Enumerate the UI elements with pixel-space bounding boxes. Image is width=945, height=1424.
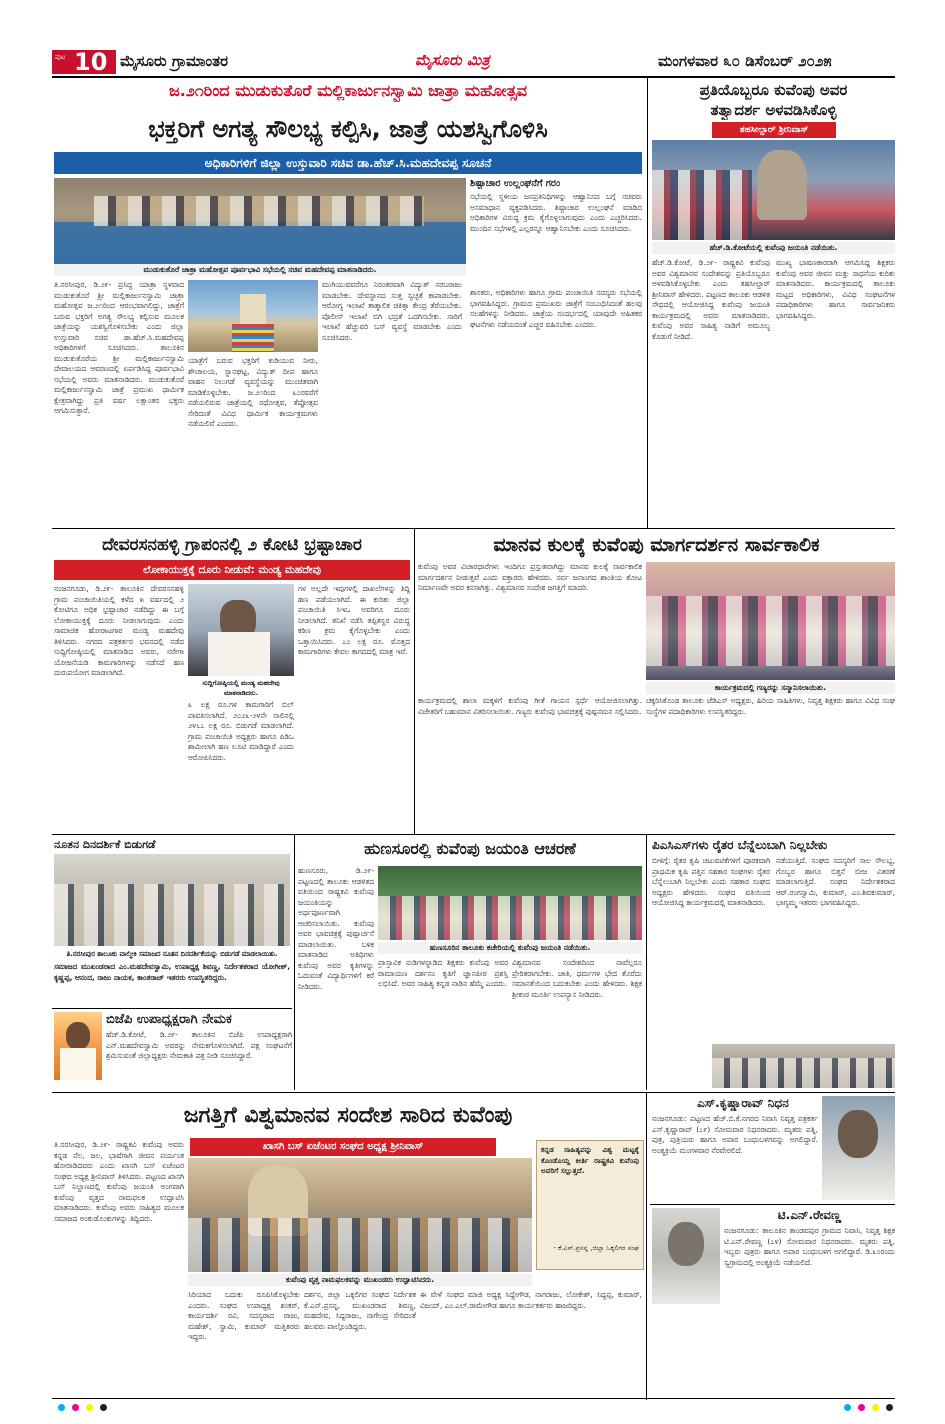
cyan-dot [58, 1404, 65, 1411]
column-divider [414, 528, 415, 834]
issue-date: ಮಂಗಳವಾರ ೩೦ ಡಿಸೆಂಬರ್ ೨೦೨೫ [658, 52, 832, 70]
story-text: ನಂಜನಗೂಡು: ಪಟ್ಟಣದ ಹೆಚ್.ಬಿ.ಕೆ.ನಗರದ ನಿವಾಸಿ ನಿವೃತ್ತ ಪತ್ರಕರ್ತ ಎಸ್.ಕೃಷ್ಣಾರಾವ್ (೭೯) ಸೋಮವಾರ ನಿಧನರಾದರು. ಮೃತರು ಪತ್ನಿ, ಪುತ್ರ, ಪುತ್ರಿಯರು ಹಾಗೂ ಅಪಾರ ಬಂಧುಬಳಗವನ್ನು ಅಗಲಿದ್ದಾರೆ. ಅಂತ್ಯಕ್ರಿಯೆ ಮಂಗಳವಾರ ನೆರವೇರಲಿದೆ. [652, 1114, 818, 1155]
photo-caption: ತಿ.ನರಸೀಪುರ ತಾಲೂಕು ವಾಲ್ಮೀಕಿ ಸಮಾಜದ ನೂತನ ದಿನದರ್ಶಿಕೆಯನ್ನು ಬಿಡುಗಡೆ ಮಾಡಲಾಯಿತು. [66, 950, 278, 958]
masthead: ಮೈಸೂರು ಮಿತ್ರ [415, 51, 490, 69]
black-dot [886, 1404, 893, 1411]
photo-caption: ಹೆಚ್.ಡಿ.ಕೋಟೆಯಲ್ಲಿ ಕುವೆಂಪು ಜಯಂತಿ ನಡೆಯಿತು. [652, 242, 895, 254]
story-col-2: ೩ ಲಕ್ಷ ರೂ.ಗಳ ಕಾಮಗಾರಿಗೆ ಬಿಲ್ ಪಾವತಿಸಲಾಗಿದೆ. ೨೦೨೩-೨೪ನೇ ಸಾಲಿನಲ್ಲಿ ೨೪೬೭ ಲಕ್ಷ ರೂ. ಬಿಡುಗಡೆ ಮಾಡಲಾಗಿದೆ. ಗ್ರಾಮ ಪಂಚಾಯಿತಿ ಅಧ್ಯಕ್ಷರು ಹಾಗೂ ಪಿಡಿಒ ಶಾಮೀಲಾಗಿ ಹಣ ಲೂಟಿ ಮಾಡಿದ್ದಾರೆ ಎಂದು ಆರೋಪಿಸಿದರು. [188, 700, 294, 762]
story-headline: ಜಗತ್ತಿಗೆ ವಿಶ್ವಮಾನವ ಸಂದೇಶ ಸಾರಿದ ಕುವೆಂಪು [183, 1103, 513, 1128]
quote-attribution: - ಕೆ.ಎನ್.ಪ್ರಸನ್ನ ,ಜಿಲ್ಲಾ ಒಕ್ಕಲಿಗರ ಸಂಘ [553, 1244, 639, 1252]
cyan-dot [844, 1404, 851, 1411]
hunsur-photo [378, 866, 642, 940]
calendar-photo [54, 854, 290, 946]
story-headline: ಪಿಎಸಿಎಸ್‌ಗಳು ರೈತರ ಬೆನ್ನೆಲುಬಾಗಿ ನಿಲ್ಲಬೇಕು [652, 838, 828, 852]
story-col-4: ಶಾಸಕರು, ಅಧಿಕಾರಿಗಳು ಹಾಗೂ ಗ್ರಾಮ ಪಂಚಾಯಿತಿ ಸದಸ್ಯರು ಸಭೆಯಲ್ಲಿ ಭಾಗವಹಿಸಿದ್ದರು. ಗ್ರಾಮದ ಪ್ರಮುಖರು ಜಾತ್ರೆಗೆ ಸಂಬಂಧಿಸಿದಂತೆ ಹಲವು ಸಲಹೆಗಳನ್ನು ನೀಡಿದರು. ಜಾತ್ರೆಯ ಸಂದರ್ಭದಲ್ಲಿ ಯಾವುದೇ ಅಹಿತಕರ ಘಟನೆಗಳು ನಡೆಯದಂತೆ ಎಚ್ಚರ ವಹಿಸಬೇಕು ಎಂದರು. [470, 288, 642, 329]
section-rule [52, 1008, 292, 1009]
story-col-1: ಹೆಚ್.ಡಿ.ಕೋಟೆ, ಡಿ.೨೯- ರಾಷ್ಟ್ರಕವಿ ಕುವೆಂಪು ಅವರ ವಿಶ್ವಮಾನವ ಸಂದೇಶವನ್ನು ಪ್ರತಿಯೊಬ್ಬರೂ ಅಳವಡಿಸಿಕೊಳ್ಳಬೇಕು ಎಂದು ತಹಸೀಲ್ದಾರ್ ಶ್ರೀನಿವಾಸ್ ಹೇಳಿದರು. ಪಟ್ಟಣದ ತಾಲೂಕು ಆಡಳಿತ ಸೌಧದಲ್ಲಿ ಆಯೋಜಿಸಿದ್ದ ಕುವೆಂಪು ಜಯಂತಿ ಕಾರ್ಯಕ್ರಮದಲ್ಲಿ ಅವರು ಮಾತನಾಡಿದರು. ಕುವೆಂಪು ಅವರ ಸಾಹಿತ್ಯ ನಾಡಿಗೆ ಅಮೂಲ್ಯ ಕೊಡುಗೆ ನೀಡಿದೆ. [652, 258, 770, 341]
pull-quote: ಕನ್ನಡ ಸಾಹಿತ್ಯವನ್ನು ವಿಶ್ವ ಮಟ್ಟಕ್ಕೆ ಕೊಂಡೊಯ್ದ ಕೀರ್ತಿ ರಾಷ್ಟ್ರಕವಿ ಕುವೆಂಪು ಅವರಿಗೆ ಸಲ್ಲುತ್ತದೆ. [541, 1145, 639, 1175]
column-divider [646, 1092, 647, 1400]
story-col-3: ಮುಗಿಯುವವರೆಗೂ ನಿರಂತರವಾಗಿ ವಿದ್ಯುತ್ ಸರಬರಾಜು ಮಾಡಬೇಕು. ದೇವಸ್ಥಾನದ ಸುತ್ತ ಸ್ವಚ್ಛತೆ ಕಾಪಾಡಬೇಕು. ಆರೋಗ್ಯ ಇಲಾಖೆ ತಾತ್ಕಾಲಿಕ ಚಿಕಿತ್ಸಾ ಕೇಂದ್ರ ತೆರೆಯಬೇಕು. ಪೊಲೀಸ್ ಇಲಾಖೆ ಬಿಗಿ ಭದ್ರತೆ ಒದಗಿಸಬೇಕು. ಸಾರಿಗೆ ಇಲಾಖೆ ಹೆಚ್ಚುವರಿ ಬಸ್ ವ್ಯವಸ್ಥೆ ಮಾಡಬೇಕು ಎಂದು ಸೂಚಿಸಿದರು. [322, 280, 462, 342]
felicitation-photo [646, 562, 895, 680]
story-headline-line1: ಪ್ರತಿಯೊಬ್ಬರೂ ಕುವೆಂಪು ಅವರ [699, 81, 848, 99]
column-divider [646, 834, 647, 1090]
story-col-2: ಪ್ರಾಸ್ತಾವಿಕ ನುಡಿಗಳನ್ನಾಡಿದ ಶಿಕ್ಷಕರು ಕುವೆಂಪು ಅವರ ರಾಮಾಯಣ ದರ್ಶನಂ ಕೃತಿಗೆ ಜ್ಞಾನಪೀಠ ಪ್ರಶಸ್ತಿ ಲಭಿಸಿದೆ. ಅವರ ಸಾಹಿತ್ಯ ಕನ್ನಡ ನಾಡಿನ ಹೆಮ್ಮೆ ಎಂದರು. [378, 958, 508, 988]
story-headline-line2: ತತ್ವಾದರ್ಶ ಅಳವಡಿಸಿಕೊಳ್ಳಿ [710, 101, 837, 119]
subhead-protocol: ಶಿಷ್ಟಾಚಾರ ಉಲ್ಲಂಘನೆಗೆ ಗರಂ [470, 178, 561, 189]
story-headline: ಎಸ್.ಕೃಷ್ಣಾರಾವ್ ನಿಧನ [697, 1096, 789, 1110]
magenta-dot [72, 1404, 79, 1411]
story-col-4: ಈ ವೇಳೆ ಸಂಘದ ಮಾಜಿ ಅಧ್ಯಕ್ಷ ಸಿದ್ದೇಗೌಡ, ನಾಗರಾಜು, ಲೋಕೇಶ್, ಸಿದ್ದಪ್ಪ, ಕುಮಾರ್, ವಿಜಯ್, ಎಂ.ಎಲ್.ರಾಮೇಗೌಡ ಹಾಗೂ ಕಾರ್ಯಕರ್ತರು ಹಾಜರಿದ್ದರು. [420, 1290, 642, 1310]
story-col-3: ದರ್ಶನ, ಜಿಲ್ಲಾ ಒಕ್ಕಲಿಗರ ಸಂಘದ ನಿರ್ದೇಶಕ ಕೆ.ಎನ್.ಪ್ರಸನ್ನ, ಮುಖಂಡರಾದ ಶಿವಣ್ಣ, ಮಹದೇವ, ಸಿದ್ದರಾಜು, ನಾಗೇಂದ್ರ ಸೇರಿದಂತೆ ಹಲವರು ಪಾಲ್ಗೊಂಡಿದ್ದರು. [304, 1290, 416, 1331]
story-col-1: ಬೀಳಿಗ್ಗೆ: ರೈತರ ಕೃಷಿ ಚಟುವಟಿಕೆಗಳಿಗೆ ಪೂರಕವಾಗಿ ಪ್ರಾಥಮಿಕ ಕೃಷಿ ಪತ್ತಿನ ಸಹಕಾರ ಸಂಘಗಳು ರೈತರ ಬೆನ್ನೆಲುಬಾಗಿ ನಿಲ್ಲಬೇಕು ಎಂದು ಸಹಕಾರ ಸಂಘದ ಅಧ್ಯಕ್ಷರು ಹೇಳಿದರು. ಸಂಘದ ವತಿಯಿಂದ ಆಯೋಜಿಸಿದ್ದ ಕಾರ್ಯಕ್ರಮದಲ್ಲಿ ಮಾತನಾಡಿದರು. [652, 856, 770, 907]
yellow-dot [872, 1404, 879, 1411]
avatar [822, 1096, 895, 1200]
story-headline: ಭಕ್ತರಿಗೆ ಅಗತ್ಯ ಸೌಲಭ್ಯ ಕಲ್ಪಿಸಿ, ಜಾತ್ರೆ ಯಶಸ್ವಿಗೊಳಿಸಿ [148, 115, 548, 143]
header-rule [52, 76, 895, 78]
story-col-1: ನಂಜನಗೂಡು, ಡಿ.೨೯- ತಾಲೂಕಿನ ದೇವರಸನಹಳ್ಳಿ ಗ್ರಾಮ ಪಂಚಾಯಿತಿಯಲ್ಲಿ ಕಳೆದ ೫ ವರ್ಷದಲ್ಲಿ ೨ ಕೋಟಿಗೂ ಅಧಿಕ ಭ್ರಷ್ಟಾಚಾರ ನಡೆದಿದ್ದು ಈ ಬಗ್ಗೆ ಲೋಕಾಯುಕ್ತಕ್ಕೆ ದೂರು ನೀಡಲಾಗುವುದು ಎಂದು ಸಾಮಾಜಿಕ ಹೋರಾಟಗಾರ ಮಂಡ್ಯ ಮಹದೇವು ತಿಳಿಸಿದರು. ನಗರದ ಪತ್ರಕರ್ತರ ಭವನದಲ್ಲಿ ನಡೆದ ಸುದ್ದಿಗೋಷ್ಠಿಯಲ್ಲಿ ಮಾತನಾಡಿದ ಅವರು, ನರೇಗಾ ಯೋಜನೆಯಡಿ ಕಾಮಗಾರಿಗಳನ್ನು ನಡೆಸದೆ ಹಣ ದುರುಪಯೋಗ ಮಾಡಲಾಗಿದೆ. [54, 584, 184, 677]
story-col-1: ಹುಣಸೂರು, ಡಿ.೨೯- ಪಟ್ಟಣದಲ್ಲಿ ತಾಲೂಕು ಆಡಳಿತದ ವತಿಯಿಂದ ರಾಷ್ಟ್ರಕವಿ ಕುವೆಂಪು ಜಯಂತಿಯನ್ನು ಅರ್ಥಪೂರ್ಣವಾಗಿ ಆಚರಿಸಲಾಯಿತು. ಕುವೆಂಪು ಅವರ ಭಾವಚಿತ್ರಕ್ಕೆ ಪುಷ್ಪಾರ್ಚನೆ ಮಾಡಲಾಯಿತು. ಬಳಿಕ ಮಾತನಾಡಿದ ಅತಿಥಿಗಳು ಕುವೆಂಪು ಅವರ ಕೃತಿಗಳನ್ನು ಓದುವಂತೆ ವಿದ್ಯಾರ್ಥಿಗಳಿಗೆ ಕರೆ ನೀಡಿದರು. [298, 866, 374, 991]
page-header [52, 48, 895, 74]
story-col-1: ಕುವೆಂಪು ಅವರ ವಿಚಾರಧಾರೆಗಳು ಇಂದಿಗೂ ಪ್ರಸ್ತುತವಾಗಿದ್ದು ಮಾನವ ಕುಲಕ್ಕೆ ಸಾರ್ವಕಾಲಿಕ ಮಾರ್ಗದರ್ಶನ ನೀಡುತ್ತವೆ ಎಂದು ವಕ್ತಾರರು ಹೇಳಿದರು. ಸರ್ವ ಜನಾಂಗದ ಶಾಂತಿಯ ತೋಟ ನಿರ್ಮಾಣವೇ ಅವರ ಕನಸಾಗಿತ್ತು. ವಿಶ್ವಮಾನವ ಸಂದೇಶ ಜಗತ್ತಿಗೆ ಮಾದರಿ. [418, 562, 642, 592]
story-headline: ಬಿಜೆಪಿ ಉಪಾಧ್ಯಕ್ಷರಾಗಿ ನೇಮಕ [106, 1012, 232, 1027]
story-col-1: ತಿ.ನರಸೀಪುರ, ಡಿ.೨೯- ಪ್ರಸಿದ್ಧ ಯಾತ್ರಾ ಸ್ಥಳವಾದ ಮುಡುಕುತೊರೆ ಶ್ರೀ ಮಲ್ಲಿಕಾರ್ಜುನಸ್ವಾಮಿ ಜಾತ್ರಾ ಮಹೋತ್ಸವ ಜ.೨೧ರಿಂದ ಆರಂಭವಾಗಲಿದ್ದು, ಜಾತ್ರೆಗೆ ಬರುವ ಭಕ್ತರಿಗೆ ಅಗತ್ಯ ಸೌಲಭ್ಯ ಕಲ್ಪಿಸುವ ಮೂಲಕ ಜಾತ್ರೆಯನ್ನು ಯಶಸ್ವಿಗೊಳಿಸಬೇಕು ಎಂದು ಜಿಲ್ಲಾ ಉಸ್ತುವಾರಿ ಸಚಿವ ಡಾ.ಹೆಚ್.ಸಿ.ಮಹದೇವಪ್ಪ ಅಧಿಕಾರಿಗಳಿಗೆ ಸೂಚಿಸಿದರು. ತಾಲೂಕಿನ ಮುಡುಕುತೊರೆಯ ಶ್ರೀ ಮಲ್ಲಿಕಾರ್ಜುನಸ್ವಾಮಿ ದೇವಾಲಯದ ಆವರಣದಲ್ಲಿ ಏರ್ಪಡಿಸಿದ್ದ ಪೂರ್ವಭಾವಿ ಸಭೆಯಲ್ಲಿ ಅವರು ಮಾತನಾಡಿದರು. ಮುಡುಕುತೊರೆ ಮಲ್ಲಿಕಾರ್ಜುನಸ್ವಾಮಿ ಜಾತ್ರೆ ಪ್ರಮುಖ ಧಾರ್ಮಿಕ ಕ್ಷೇತ್ರವಾಗಿದ್ದು ಪ್ರತಿ ವರ್ಷ ಲಕ್ಷಾಂತರ ಭಕ್ತರು ಆಗಮಿಸುತ್ತಾರೆ. [54, 280, 184, 415]
section-rule [52, 834, 895, 835]
column-divider [294, 834, 295, 1090]
temple-photo [188, 280, 318, 352]
story-text: ಹೆಚ್.ಡಿ.ಕೋಟೆ, ಡಿ.೨೯- ತಾಲೂಕಿನ ಬಿಜೆಪಿ ಉಪಾಧ್ಯಕ್ಷರಾಗಿ ಎನ್.ಮಹದೇವಸ್ವಾಮಿ ಅವರನ್ನು ನೇಮಕಗೊಳಿಸಲಾಗಿದೆ. ಪಕ್ಷ ಸಂಘಟನೆಗೆ ಶ್ರಮಿಸುವಂತೆ ಜಿಲ್ಲಾಧ್ಯಕ್ಷರು ನೇಮಕಾತಿ ಪತ್ರ ನೀಡಿ ಸೂಚಿಸಿದ್ದಾರೆ. [106, 1030, 292, 1060]
story-headline: ಟಿ.ಎನ್.ರೇವಣ್ಣ [777, 1208, 842, 1222]
bus-stand-photo [188, 1158, 532, 1272]
black-dot [100, 1404, 107, 1411]
kuvempu-portrait-photo [652, 140, 895, 240]
photo-caption: ಮುಡುಕುತೊರೆ ಜಾತ್ರಾ ಮಹೋತ್ಸವ ಪೂರ್ವಭಾವಿ ಸಭೆಯಲ್ಲಿ ಸಚಿವ ಮಹದೇವಪ್ಪ ಮಾತನಾಡಿದರು. [54, 264, 466, 276]
section-rule [52, 528, 895, 529]
section-rule [650, 1204, 895, 1205]
story-col-2: ಸಿರಿಯಾದ ಬದುಕು ರೂಪಿಸಿಕೊಳ್ಳಬೇಕು ಎಂದರು. ಸಂಘದ ಉಪಾಧ್ಯಕ್ಷ ಶಂಕರ್, ಕಾರ್ಯದರ್ಶಿ ರವಿ, ಸದಸ್ಯರಾದ ರಾಜು, ಮಹೇಶ್, ಸ್ವಾಮಿ, ಕುಮಾರ್ ಮತ್ತಿತರರು ಇದ್ದರು. [188, 1290, 300, 1341]
story-banner: ಖಾಸಗಿ ಬಸ್ ಏಜೆಂಟರ ಸಂಘದ ಅಧ್ಯಕ್ಷ ಶ್ರೀನಿವಾಸ್ [190, 1138, 496, 1156]
yellow-dot [86, 1404, 93, 1411]
story-banner: ಲೋಕಾಯುಕ್ತಕ್ಕೆ ದೂರು ನೀಡುವೆ: ಮಂಡ್ಯ ಮಹದೇವು [54, 560, 410, 580]
story-text: ನಂಜನಗೂಡು: ತಾಲೂಕಿನ ತಾಂಡವಪುರ ಗ್ರಾಮದ ನಿವಾಸಿ, ನಿವೃತ್ತ ಶಿಕ್ಷಕ ಟಿ.ಎನ್.ರೇವಣ್ಣ (೭೪) ಸೋಮವಾರ ನಿಧನರಾದರು. ಮೃತರು ಪತ್ನಿ, ಇಬ್ಬರು ಪುತ್ರರು ಹಾಗೂ ಅಪಾರ ಬಂಧುಬಳಗ ಅಗಲಿದ್ದಾರೆ. ಡಿ.೩೦ರಂದು ಸ್ವಗ್ರಾಮದಲ್ಲಿ ಅಂತ್ಯಕ್ರಿಯೆ ನಡೆಯಲಿದೆ. [724, 1226, 895, 1267]
page-label: ಪುಟ [55, 53, 66, 61]
story-col-3: ಚಕ್ಕರಿಸಿಕೊಂಡ ತಾಲೂಕು ಜೆಡಿಎಸ್ ಅಧ್ಯಕ್ಷರು, ಹಿರಿಯ ಸಾಹಿತಿಗಳು, ನಿವೃತ್ತ ಶಿಕ್ಷಕರು ಹಾಗೂ ವಿವಿಧ ಸಂಘ ಸಂಸ್ಥೆಗಳ ಪದಾಧಿಕಾರಿಗಳು ಉಪಸ್ಥಿತರಿದ್ದರು. [646, 696, 895, 716]
photo-caption: ಕಾರ್ಯಕ್ರಮದಲ್ಲಿ ಗಣ್ಯರನ್ನು ಸನ್ಮಾನಿಸಲಾಯಿತು. [646, 682, 895, 694]
press-meet-photo [188, 584, 294, 676]
story-headline: ದೇವರಸನಹಳ್ಳಿ ಗ್ರಾಪಂನಲ್ಲಿ ೨ ಕೋಟಿ ಭ್ರಷ್ಟಾಚಾರ [102, 535, 362, 555]
page-number: 10 [74, 48, 108, 76]
section-title: ಮೈಸೂರು ಗ್ರಾಮಾಂತರ [120, 52, 229, 70]
story-text: ಸಮಾಜದ ಮುಖಂಡರಾದ ಎಂ.ಮಹದೇವಸ್ವಾಮಿ, ಉಪಾಧ್ಯಕ್ಷ ಶಿವಣ್ಣ, ನಿರ್ದೇಶಕರಾದ ಯೋಗೀಶ್, ಕೃಷ್ಣಪ್ಪ, ಆನಂದ, ರಾಜು ನಾಯಕ, ಕಾಂತರಾಜ್ ಇತರರು ಉಪಸ್ಥಿತರಿದ್ದರು. [54, 962, 290, 982]
story-banner: ಅಧಿಕಾರಿಗಳಿಗೆ ಜಿಲ್ಲಾ ಉಸ್ತುವಾರಿ ಸಚಿವ ಡಾ.ಹೆಚ್.ಸಿ.ಮಹದೇವಪ್ಪ ಸೂಚನೆ [54, 152, 642, 174]
meeting-photo [54, 178, 466, 264]
story-col-2: ನಡೆಯುತ್ತಿದೆ. ಸಂಘದ ಸದಸ್ಯರಿಗೆ ಸಾಲ ಸೌಲಭ್ಯ, ಗೊಬ್ಬರ ಹಾಗೂ ಬಿತ್ತನೆ ಬೀಜ ವಿತರಣೆ ಮಾಡಲಾಗುತ್ತಿದೆ. ಸಂಘದ ನಿರ್ದೇಶಕರಾದ ಆರ್.ರಂಗಸ್ವಾಮಿ, ಕುಮಾರ್, ಎಂ.ಶಿವಕುಮಾರ್, ಭಾಗ್ಯಮ್ಮ ಇತರರು ಭಾಗವಹಿಸಿದ್ದರು. [776, 856, 895, 907]
story-headline: ಹುಣಸೂರಲ್ಲಿ ಕುವೆಂಪು ಜಯಂತಿ ಆಚರಣೆ [364, 839, 576, 858]
column-divider [647, 78, 648, 528]
story-kicker: ಜ.೨೧ರಿಂದ ಮುಡುಕುತೊರೆ ಮಲ್ಲಿಕಾರ್ಜುನಸ್ವಾಮಿ ಜಾತ್ರಾ ಮಹೋತ್ಸವ [169, 81, 527, 100]
avatar [652, 1208, 720, 1304]
story-col-2: ಯಾತ್ರೆಗೆ ಬರುವ ಭಕ್ತರಿಗೆ ಕುಡಿಯುವ ನೀರು, ಶೌಚಾಲಯ, ಸ್ನಾನಘಟ್ಟ, ವಿದ್ಯುತ್ ದೀಪ ಹಾಗೂ ವಾಹನ ನಿಲುಗಡೆ ವ್ಯವಸ್ಥೆಯನ್ನು ಮುಂಚಿತವಾಗಿ ಮಾಡಿಕೊಳ್ಳಬೇಕು. ಜ.೨೧ರಿಂದ ೩೦ರವರೆಗೆ ನಡೆಯಲಿರುವ ಜಾತ್ರೆಯಲ್ಲಿ ರಥೋತ್ಸವ, ತೆಪ್ಪೋತ್ಸವ ಸೇರಿದಂತೆ ವಿವಿಧ ಧಾರ್ಮಿಕ ಕಾರ್ಯಕ್ರಮಗಳು ನಡೆಯಲಿವೆ ಎಂದರು. [188, 356, 318, 428]
page-number-badge [52, 50, 116, 74]
magenta-dot [858, 1404, 865, 1411]
story-byline: ತಹಸೀಲ್ದಾರ್ ಶ್ರೀನಿವಾಸ್ [712, 122, 836, 138]
section-rule [52, 1092, 895, 1093]
story-col-2: ಕಾರ್ಯಕ್ರಮದಲ್ಲಿ ಶಾಲಾ ಮಕ್ಕಳಿಗೆ ಕುವೆಂಪು ಗೀತೆ ಗಾಯನ ಸ್ಪರ್ಧೆ ಆಯೋಜಿಸಲಾಗಿತ್ತು. ವಿಜೇತರಿಗೆ ಬಹುಮಾನ ವಿತರಿಸಲಾಯಿತು. ಗಣ್ಯರು ಕುವೆಂಪು ಭಾವಚಿತ್ರಕ್ಕೆ ಪುಷ್ಪನಮನ ಸಲ್ಲಿಸಿದರು. [418, 696, 642, 716]
story-col-2: ಮುಖ್ಯ ಭಾಷಣಕಾರರಾಗಿ ಆಗಮಿಸಿದ್ದ ಶಿಕ್ಷಕರು ಕುವೆಂಪು ಅವರ ಜೀವನ ಮತ್ತು ಸಾಧನೆಯ ಕುರಿತು ಮಾತನಾಡಿದರು. ಕಾರ್ಯಕ್ರಮದಲ್ಲಿ ತಾಲೂಕು ಮಟ್ಟದ ಅಧಿಕಾರಿಗಳು, ವಿವಿಧ ಸಂಘಟನೆಗಳ ಪದಾಧಿಕಾರಿಗಳು ಹಾಗೂ ಸಾರ್ವಜನಿಕರು ಭಾಗವಹಿಸಿದ್ದರು. [776, 258, 895, 320]
story-col-3: ಗಳ ಅಲ್ಲದೇ ಇವುಗಳಲ್ಲಿ ದಾಖಲೆಗಳನ್ನು ತಿದ್ದಿ ಹಣ ಪಡೆಯಲಾಗಿದೆ. ಈ ಕುರಿತು ಜಿಲ್ಲಾ ಪಂಚಾಯಿತಿ ಸಿಇಒ ಅವರಿಗೂ ದೂರು ನೀಡಲಾಗಿದೆ. ತನಿಖೆ ನಡೆಸಿ ತಪ್ಪಿತಸ್ಥರ ವಿರುದ್ಧ ಕಠಿಣ ಕ್ರಮ ಕೈಗೊಳ್ಳಬೇಕು ಎಂದು ಒತ್ತಾಯಿಸಿದರು. ೭೦ ಲಕ್ಷ ರೂ. ಮೊತ್ತದ ಕಾಮಗಾರಿಗಳು ಕೇವಲ ಕಾಗದದಲ್ಲಿ ಮಾತ್ರ ಇವೆ. [298, 584, 410, 656]
quote-box [536, 1140, 644, 1270]
photo-caption: ಹುಣಸೂರಿನ ತಾಲೂಕು ಕಚೇರಿಯಲ್ಲಿ ಕುವೆಂಪು ಜಯಂತಿ ನಡೆಯಿತು. [378, 942, 642, 954]
story-headline: ನೂತನ ದಿನದರ್ಶಿಕೆ ಬಿಡುಗಡೆ [54, 838, 156, 851]
footer-rule [52, 1398, 895, 1399]
story-col-1: ತಿ.ನರಸೀಪುರ, ಡಿ.೨೯- ರಾಷ್ಟ್ರಕವಿ ಕುವೆಂಪು ಅವರು ಕನ್ನಡ ನೆಲ, ಜಲ, ಭಾಷೆಗಾಗಿ ಜೀವನ ಪರ್ಯಂತ ಹೋರಾಡಿದವರು ಎಂದು ಖಾಸಗಿ ಬಸ್ ಏಜೆಂಟರ ಸಂಘದ ಅಧ್ಯಕ್ಷ ಶ್ರೀನಿವಾಸ್ ತಿಳಿಸಿದರು. ಪಟ್ಟಣದ ಖಾಸಗಿ ಬಸ್ ನಿಲ್ದಾಣದಲ್ಲಿ ಕುವೆಂಪು ಜಯಂತಿ ಅಂಗವಾಗಿ ಕುವೆಂಪು ವೃತ್ತದ ನಾಮಫಲಕ ಉದ್ಘಾಟಿಸಿ ಮಾತನಾಡಿದರು. ಕುವೆಂಪು ಅವರು ಸಾಹಿತ್ಯದ ಮೂಲಕ ಸಮಾಜದ ಅಂಕುಡೊಂಕುಗಳನ್ನು ತಿದ್ದಿದರು. [54, 1140, 184, 1223]
pacs-photo [712, 1044, 895, 1088]
story-headline: ಮಾನವ ಕುಲಕ್ಕೆ ಕುವೆಂಪು ಮಾರ್ಗದರ್ಶನ ಸಾರ್ವಕಾಲಿಕ [493, 534, 820, 556]
photo-caption: ಕುವೆಂಪು ವೃತ್ತ ನಾಮಫಲಕವನ್ನು ಮುಖಂಡರು ಉದ್ಘಾಟಿಸಿದರು. [188, 1274, 532, 1286]
story-col-3: ವಿಶ್ವಮಾನವ ಸಂದೇಶದಿಂದ ನಾವೆಲ್ಲರೂ ಪ್ರೇರಿತರಾಗಬೇಕು. ಜಾತಿ, ಧರ್ಮಗಳ ಭೇದ ತೊರೆದು ಸಮಾನತೆಯಿಂದ ಬದುಕಬೇಕು ಎಂದು ಹೇಳಿದರು. ಶಿಕ್ಷಕ ಶ್ರೀಕಂಠ ಮೂರ್ತಿ ಉಪನ್ಯಾಸ ನೀಡಿದರು. [512, 958, 642, 999]
story-col-5: ಸಭೆಯಲ್ಲಿ ಸ್ಥಳೀಯ ಜನಪ್ರತಿನಿಧಿಗಳನ್ನು ಆಹ್ವಾನಿಸದ ಬಗ್ಗೆ ಸಚಿವರು ಅಸಮಾಧಾನ ವ್ಯಕ್ತಪಡಿಸಿದರು. ಶಿಷ್ಟಾಚಾರ ಉಲ್ಲಂಘನೆ ಮಾಡಿದ ಅಧಿಕಾರಿಗಳ ವಿರುದ್ಧ ಕ್ರಮ ಕೈಗೊಳ್ಳಲಾಗುವುದು ಎಂದು ಎಚ್ಚರಿಸಿದರು. ಮುಂದಿನ ಸಭೆಗಳಲ್ಲಿ ಎಲ್ಲರನ್ನೂ ಆಹ್ವಾನಿಸಬೇಕು ಎಂದು ಸೂಚಿಸಿದರು. [470, 192, 642, 233]
photo-caption: ಸುದ್ದಿಗೋಷ್ಠಿಯಲ್ಲಿ ಮಂಡ್ಯ ಮಹದೇವು ಮಾತನಾಡಿದರು. [202, 679, 280, 697]
avatar [54, 1012, 102, 1080]
